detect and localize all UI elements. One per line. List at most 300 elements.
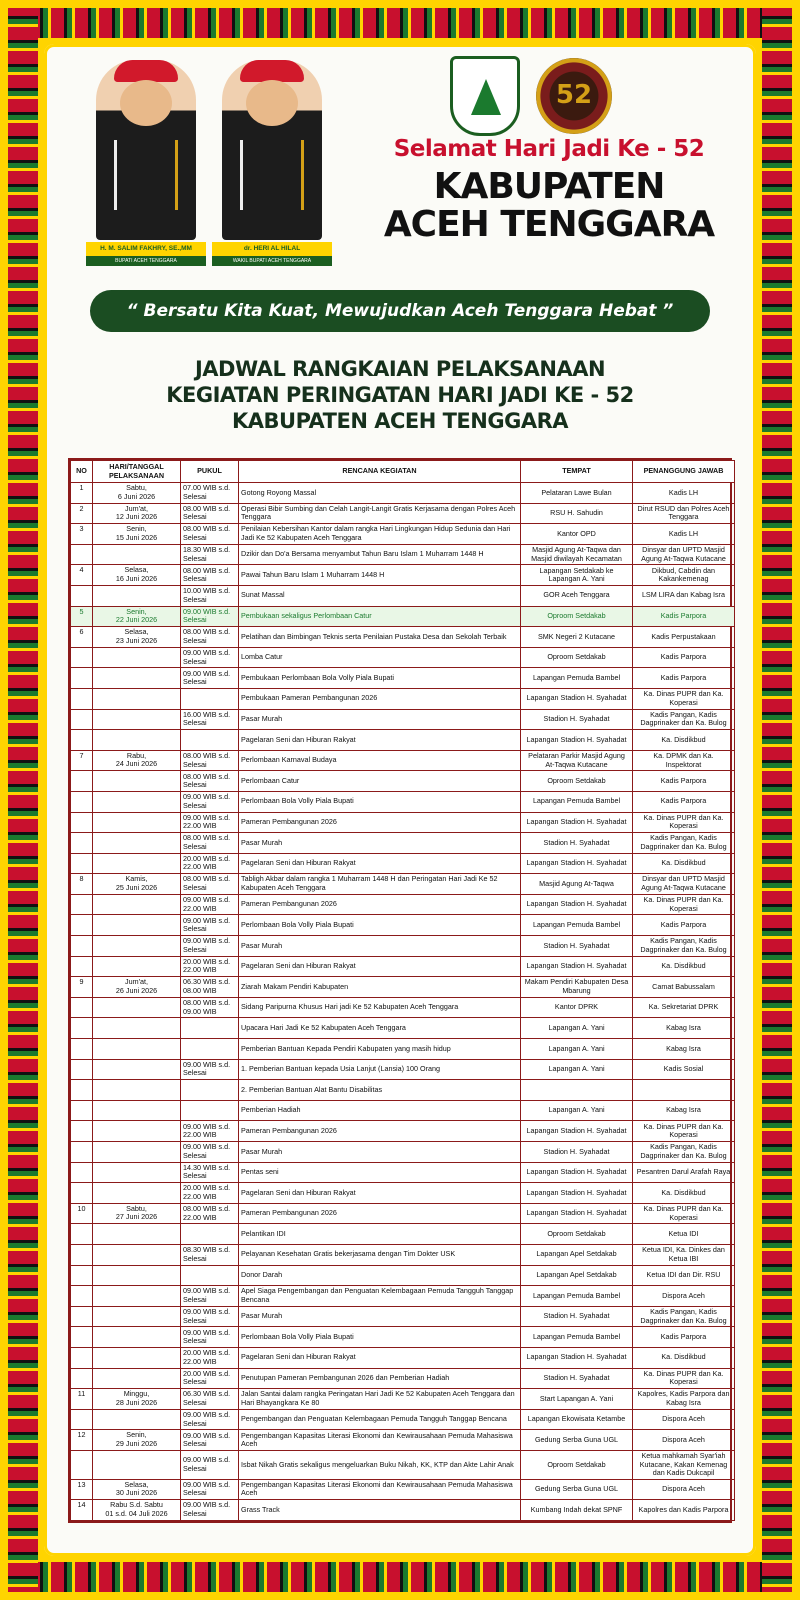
cell-day	[93, 730, 181, 751]
cell-time: 09.00 WIB s.d. Selesai	[181, 791, 239, 812]
cell-no: 4	[71, 565, 93, 586]
cell-time: 09.00 WIB s.d. Selesai	[181, 1409, 239, 1430]
cell-no	[71, 997, 93, 1018]
cell-responsible: Kabag Isra	[633, 1018, 735, 1039]
cell-day	[93, 1450, 181, 1479]
cell-place: Lapangan Stadion H. Syahadat	[521, 730, 633, 751]
table-row	[71, 1142, 735, 1163]
table-row	[71, 1368, 735, 1389]
cell-day	[93, 1039, 181, 1060]
cell-responsible: Ka. Dinas PUPR dan Ka. Koperasi	[633, 688, 735, 709]
cell-place: Stadion H. Syahadat	[521, 833, 633, 854]
cell-no	[71, 1121, 93, 1142]
cell-place: Lapangan Stadion H. Syahadat	[521, 1203, 633, 1224]
cell-place: Lapangan Stadion H. Syahadat	[521, 688, 633, 709]
cell-activity: Pameran Pembangunan 2026	[239, 1121, 521, 1142]
cell-responsible: Pesantren Darul Arafah Raya	[633, 1162, 735, 1183]
cell-time	[181, 730, 239, 751]
cell-activity: Donor Darah	[239, 1265, 521, 1286]
cell-place: Gedung Serba Guna UGL	[521, 1430, 633, 1451]
cell-responsible: Dikbud, Cabdin dan Kakankemenag	[633, 565, 735, 586]
cell-no	[71, 853, 93, 874]
cell-day	[93, 853, 181, 874]
table-body	[71, 483, 735, 1521]
schedule-table	[70, 460, 735, 1521]
table-row	[71, 585, 735, 606]
cell-time: 08.00 WIB s.d. Selesai	[181, 565, 239, 586]
table-row	[71, 1224, 735, 1245]
ornament-border-right	[762, 8, 792, 1592]
cell-time	[181, 1018, 239, 1039]
header-place: TEMPAT	[521, 461, 633, 483]
table-row	[71, 524, 735, 545]
cell-day	[93, 1142, 181, 1163]
cell-no	[71, 771, 93, 792]
table-row	[71, 956, 735, 977]
cell-no: 3	[71, 524, 93, 545]
cell-no	[71, 1327, 93, 1348]
table-row	[71, 483, 735, 504]
cell-time: 08.30 WIB s.d. Selesai	[181, 1244, 239, 1265]
cell-time	[181, 1039, 239, 1060]
leaders-photo-group	[86, 60, 336, 270]
cell-responsible: Ka. Dinas PUPR dan Ka. Koperasi	[633, 1203, 735, 1224]
cell-activity: Lomba Catur	[239, 647, 521, 668]
cell-place: Lapangan Setdakab ke Lapangan A. Yani	[521, 565, 633, 586]
cell-time: 09.00 WIB s.d. Selesai	[181, 1430, 239, 1451]
cell-no: 5	[71, 606, 93, 627]
cell-time: 09.00 WIB s.d. Selesai	[181, 647, 239, 668]
cell-responsible: Ketua mahkamah Syar'iah Kutacane, Kakan Kemenag dan Kadis Dukcapil	[633, 1450, 735, 1479]
slogan-banner: “ Bersatu Kita Kuat, Mewujudkan Aceh Tenggara Hebat ”	[90, 290, 710, 332]
table-row	[71, 1347, 735, 1368]
cell-no	[71, 1450, 93, 1479]
cell-responsible: Ka. Dinas PUPR dan Ka. Koperasi	[633, 1121, 735, 1142]
cell-time: 09.00 WIB s.d. 22.00 WIB	[181, 812, 239, 833]
cell-time: 09.00 WIB s.d. Selesai	[181, 606, 239, 627]
cell-activity: Pameran Pembangunan 2026	[239, 812, 521, 833]
header-activity: RENCANA KEGIATAN	[239, 461, 521, 483]
cell-time: 06.30 WIB s.d. Selesai	[181, 1389, 239, 1410]
cell-responsible: Kadis LH	[633, 524, 735, 545]
cell-activity: Jalan Santai dalam rangka Peringatan Hari Jadi Ke 52 Kabupaten Aceh Tenggara dan Hari Bhayangkara Ke 80	[239, 1389, 521, 1410]
cell-no	[71, 688, 93, 709]
cell-time: 09.00 WIB s.d. Selesai	[181, 1500, 239, 1521]
cell-no: 11	[71, 1389, 93, 1410]
table-row	[71, 503, 735, 524]
cell-time	[181, 688, 239, 709]
cell-activity: Pemberian Bantuan Kepada Pendiri Kabupaten yang masih hidup	[239, 1039, 521, 1060]
cell-responsible: Ka. Disdikbud	[633, 730, 735, 751]
cell-place	[521, 1080, 633, 1101]
cell-place: Lapangan Stadion H. Syahadat	[521, 894, 633, 915]
cell-place: Lapangan A. Yani	[521, 1039, 633, 1060]
cell-time: 20.00 WIB s.d. 22.00 WIB	[181, 1347, 239, 1368]
cell-day	[93, 1327, 181, 1348]
table-row	[71, 565, 735, 586]
anniversary-logo	[536, 58, 612, 134]
cell-day: Jum'at, 26 Juni 2026	[93, 977, 181, 998]
cell-no	[71, 1183, 93, 1204]
cell-time: 08.00 WIB s.d. Selesai	[181, 874, 239, 895]
cell-day	[93, 1080, 181, 1101]
cell-activity: Pasar Murah	[239, 709, 521, 730]
cell-no: 12	[71, 1430, 93, 1451]
cell-responsible: Kadis Parpora	[633, 647, 735, 668]
cell-place: Lapangan A. Yani	[521, 1100, 633, 1121]
cell-responsible: LSM LIRA dan Kabag Isra	[633, 585, 735, 606]
cell-time: 08.00 WIB s.d. Selesai	[181, 833, 239, 854]
leader-vice-regent	[212, 60, 332, 270]
table-row	[71, 1306, 735, 1327]
cell-responsible: Kadis Parpora	[633, 668, 735, 689]
cell-responsible: Kadis Pangan, Kadis Dagprinaker dan Ka. Bulog	[633, 833, 735, 854]
cell-responsible: Kabag Isra	[633, 1039, 735, 1060]
cell-responsible: Camat Babussalam	[633, 977, 735, 998]
cell-day	[93, 936, 181, 957]
cell-day	[93, 1244, 181, 1265]
regency-emblem-icon	[450, 56, 520, 136]
cell-activity: Pasar Murah	[239, 1142, 521, 1163]
cell-time: 09.00 WIB s.d. 22.00 WIB	[181, 1121, 239, 1142]
regent-role: BUPATI ACEH TENGGARA	[86, 256, 206, 266]
header-day: HARI/TANGGAL PELAKSANAAN	[93, 461, 181, 483]
region-title	[354, 168, 744, 244]
cell-activity: Penilaian Kebersihan Kantor dalam rangka Hari Lingkungan Hidup Sedunia dan Hari Jadi Ke 52 Kabupaten Aceh Tenggara	[239, 524, 521, 545]
cell-responsible: Ka. DPMK dan Ka. Inspektorat	[633, 750, 735, 771]
table-row	[71, 915, 735, 936]
cell-responsible: Ka. Dinas PUPR dan Ka. Koperasi	[633, 1368, 735, 1389]
cell-place: Pelataran Parkir Masjid Agung At-Taqwa Kutacane	[521, 750, 633, 771]
cell-time: 09.00 WIB s.d. Selesai	[181, 1306, 239, 1327]
cell-place: Start Lapangan A. Yani	[521, 1389, 633, 1410]
cell-activity: Dzikir dan Do'a Bersama menyambut Tahun Baru Islam 1 Muharram 1448 H	[239, 544, 521, 565]
cell-activity: Pagelaran Seni dan Hiburan Rakyat	[239, 1347, 521, 1368]
ornament-border-top	[8, 8, 792, 38]
cell-no	[71, 1059, 93, 1080]
cell-time: 09.00 WIB s.d. Selesai	[181, 1059, 239, 1080]
cell-place: Stadion H. Syahadat	[521, 1368, 633, 1389]
cell-place: Lapangan Pemuda Bambel	[521, 791, 633, 812]
cell-no: 10	[71, 1203, 93, 1224]
cell-responsible: Ka. Disdikbud	[633, 1183, 735, 1204]
table-row	[71, 1080, 735, 1101]
cell-time: 20.00 WIB s.d. Selesai	[181, 1368, 239, 1389]
cell-time: 08.00 WIB s.d. Selesai	[181, 503, 239, 524]
cell-time: 09.00 WIB s.d. 22.00 WIB	[181, 894, 239, 915]
table-row	[71, 647, 735, 668]
cell-no: 6	[71, 627, 93, 648]
cell-day: Senin, 15 Juni 2026	[93, 524, 181, 545]
traditional-hat-icon	[240, 60, 304, 82]
table-row	[71, 688, 735, 709]
cell-place: Lapangan A. Yani	[521, 1059, 633, 1080]
cell-day: Kamis, 25 Juni 2026	[93, 874, 181, 895]
table-row	[71, 1203, 735, 1224]
cell-place: Stadion H. Syahadat	[521, 709, 633, 730]
cell-activity: Pelantikan IDI	[239, 1224, 521, 1245]
cell-activity: Pagelaran Seni dan Hiburan Rakyat	[239, 1183, 521, 1204]
cell-day	[93, 771, 181, 792]
table-row	[71, 874, 735, 895]
cell-time: 08.00 WIB s.d. Selesai	[181, 627, 239, 648]
cell-day	[93, 688, 181, 709]
cell-day: Selasa, 30 Juni 2026	[93, 1479, 181, 1500]
header-no: NO	[71, 461, 93, 483]
cell-activity: Pengembangan Kapasitas Literasi Ekonomi dan Kewirausahaan Pemuda Mahasiswa Aceh	[239, 1479, 521, 1500]
cell-time: 18.30 WIB s.d. Selesai	[181, 544, 239, 565]
cell-responsible: Kadis Perpustakaan	[633, 627, 735, 648]
table-row	[71, 1121, 735, 1142]
cell-responsible: Kadis LH	[633, 483, 735, 504]
table-row	[71, 771, 735, 792]
cell-activity: Pagelaran Seni dan Hiburan Rakyat	[239, 956, 521, 977]
cell-day	[93, 1059, 181, 1080]
cell-day	[93, 647, 181, 668]
cell-responsible: Kadis Pangan, Kadis Dagprinaker dan Ka. Bulog	[633, 709, 735, 730]
cell-no: 13	[71, 1479, 93, 1500]
cell-activity: Pameran Pembangunan 2026	[239, 1203, 521, 1224]
cell-no	[71, 1286, 93, 1307]
cell-day	[93, 668, 181, 689]
table-row	[71, 750, 735, 771]
cell-activity: Pasar Murah	[239, 1306, 521, 1327]
cell-place: Kumbang Indah dekat SPNF	[521, 1500, 633, 1521]
cell-day	[93, 956, 181, 977]
cell-time: 20.00 WIB s.d. 22.00 WIB	[181, 853, 239, 874]
cell-responsible: Kapolres dan Kadis Parpora	[633, 1500, 735, 1521]
cell-time: 09.00 WIB s.d. Selesai	[181, 1327, 239, 1348]
table-row	[71, 1244, 735, 1265]
cell-responsible: Kapolres, Kadis Parpora dan Kabag Isra	[633, 1389, 735, 1410]
cell-responsible: Kadis Pangan, Kadis Dagprinaker dan Ka. Bulog	[633, 1306, 735, 1327]
cell-activity: Ziarah Makam Pendiri Kabupaten	[239, 977, 521, 998]
cell-no	[71, 1409, 93, 1430]
cell-place: Pelataran Lawe Bulan	[521, 483, 633, 504]
cell-activity: Pengembangan dan Penguatan Kelembagaan Pemuda Tangguh Tanggap Bencana	[239, 1409, 521, 1430]
cell-day: Sabtu, 6 Juni 2026	[93, 483, 181, 504]
cell-place: Lapangan Pemuda Bambel	[521, 1286, 633, 1307]
cell-no	[71, 833, 93, 854]
table-row	[71, 1100, 735, 1121]
vice-regent-role: WAKIL BUPATI ACEH TENGGARA	[212, 256, 332, 266]
table-row	[71, 1409, 735, 1430]
cell-responsible: Dinsyar dan UPTD Masjid Agung At-Taqwa Kutacane	[633, 544, 735, 565]
cell-activity: Pengembangan Kapasitas Literasi Ekonomi dan Kewirausahaan Pemuda Mahasiswa Aceh	[239, 1430, 521, 1451]
cell-no: 1	[71, 483, 93, 504]
traditional-hat-icon	[114, 60, 178, 82]
cell-time: 09.00 WIB s.d. Selesai	[181, 668, 239, 689]
table-row	[71, 627, 735, 648]
cell-place: Oproom Setdakab	[521, 771, 633, 792]
cell-time: 08.00 WIB s.d. 09.00 WIB	[181, 997, 239, 1018]
cell-place: Lapangan Stadion H. Syahadat	[521, 1121, 633, 1142]
cell-place: Masjid Agung At-Taqwa dan Masjid diwilayah Kecamatan	[521, 544, 633, 565]
cell-place: GOR Aceh Tenggara	[521, 585, 633, 606]
cell-time: 08.00 WIB s.d. Selesai	[181, 750, 239, 771]
cell-place: Lapangan Apel Setdakab	[521, 1244, 633, 1265]
cell-time	[181, 1224, 239, 1245]
cell-place: Makam Pendiri Kabupaten Desa Mbarung	[521, 977, 633, 998]
cell-activity: Pagelaran Seni dan Hiburan Rakyat	[239, 853, 521, 874]
cell-activity: Pembukaan Perlombaan Bola Volly Piala Bupati	[239, 668, 521, 689]
cell-no	[71, 1265, 93, 1286]
cell-day: Senin, 22 Juni 2026	[93, 606, 181, 627]
cell-place: Lapangan Pemuda Bambel	[521, 1327, 633, 1348]
cell-place: Oproom Setdakab	[521, 647, 633, 668]
cell-time: 14.30 WIB s.d. Selesai	[181, 1162, 239, 1183]
table-row	[71, 977, 735, 998]
table-row	[71, 1450, 735, 1479]
cell-day	[93, 833, 181, 854]
cell-place: Lapangan Pemuda Bambel	[521, 915, 633, 936]
cell-activity: Sunat Massal	[239, 585, 521, 606]
table-row	[71, 1389, 735, 1410]
table-row	[71, 1059, 735, 1080]
face-icon	[246, 80, 298, 126]
greeting-title: Selamat Hari Jadi Ke - 52	[393, 136, 705, 162]
cell-activity: Perlombaan Karnaval Budaya	[239, 750, 521, 771]
region-title-line1: KABUPATEN	[433, 166, 665, 207]
cell-no	[71, 647, 93, 668]
face-icon	[120, 80, 172, 126]
cell-activity: Sidang Paripurna Khusus Hari jadi Ke 52 Kabupaten Aceh Tenggara	[239, 997, 521, 1018]
cell-place: Oproom Setdakab	[521, 1450, 633, 1479]
cell-place: Lapangan Stadion H. Syahadat	[521, 956, 633, 977]
cell-activity: Pelatihan dan Bimbingan Teknis serta Penilaian Pustaka Desa dan Sekolah Terbaik	[239, 627, 521, 648]
cell-day	[93, 1265, 181, 1286]
cell-place: RSU H. Sahudin	[521, 503, 633, 524]
cell-day	[93, 1368, 181, 1389]
table-row	[71, 606, 735, 627]
cell-place: Lapangan Ekowisata Ketambe	[521, 1409, 633, 1430]
table-row	[71, 1327, 735, 1348]
cell-responsible: Ka. Disdikbud	[633, 1347, 735, 1368]
cell-time	[181, 1080, 239, 1101]
cell-day	[93, 1409, 181, 1430]
cell-no: 8	[71, 874, 93, 895]
cell-time: 09.00 WIB s.d. Selesai	[181, 1142, 239, 1163]
cell-time: 20.00 WIB s.d. 22.00 WIB	[181, 956, 239, 977]
cell-time: 08.00 WIB s.d. Selesai	[181, 771, 239, 792]
cell-no	[71, 956, 93, 977]
cell-time: 10.00 WIB s.d. Selesai	[181, 585, 239, 606]
cell-no	[71, 915, 93, 936]
cell-responsible: Ketua IDI dan Dir. RSU	[633, 1265, 735, 1286]
cell-responsible: Dirut RSUD dan Polres Aceh Tenggara	[633, 503, 735, 524]
cell-place: Lapangan Stadion H. Syahadat	[521, 1183, 633, 1204]
cell-responsible: Kadis Sosial	[633, 1059, 735, 1080]
cell-responsible: Ka. Sekretariat DPRK	[633, 997, 735, 1018]
cell-time: 09.00 WIB s.d. Selesai	[181, 936, 239, 957]
cell-activity: Pembukaan sekaligus Perlombaan Catur	[239, 606, 521, 627]
cell-place: Oproom Setdakab	[521, 606, 633, 627]
table-header-row	[71, 461, 735, 483]
cell-place: Lapangan Apel Setdakab	[521, 1265, 633, 1286]
cell-time: 20.00 WIB s.d. 22.00 WIB	[181, 1183, 239, 1204]
table-row	[71, 936, 735, 957]
cell-place: Kantor OPD	[521, 524, 633, 545]
table-row	[71, 894, 735, 915]
cell-activity: Pembukaan Pameran Pembangunan 2026	[239, 688, 521, 709]
table-row	[71, 668, 735, 689]
cell-no	[71, 1100, 93, 1121]
header-time: PUKUL	[181, 461, 239, 483]
cell-responsible: Ketua IDI	[633, 1224, 735, 1245]
cell-day	[93, 812, 181, 833]
table-row	[71, 1265, 735, 1286]
cell-time: 16.00 WIB s.d. Selesai	[181, 709, 239, 730]
cell-activity: Pawai Tahun Baru Islam 1 Muharram 1448 H	[239, 565, 521, 586]
cell-no	[71, 1142, 93, 1163]
cell-responsible: Kabag Isra	[633, 1100, 735, 1121]
cell-place: Gedung Serba Guna UGL	[521, 1479, 633, 1500]
cell-time: 07.00 WIB s.d. Selesai	[181, 483, 239, 504]
cell-place: Masjid Agung At-Taqwa	[521, 874, 633, 895]
cell-no: 2	[71, 503, 93, 524]
cell-activity: Perlombaan Bola Volly Piala Bupati	[239, 1327, 521, 1348]
cell-day	[93, 1286, 181, 1307]
cell-place: Stadion H. Syahadat	[521, 1306, 633, 1327]
table-row	[71, 1500, 735, 1521]
cell-responsible: Kadis Pangan, Kadis Dagprinaker dan Ka. Bulog	[633, 936, 735, 957]
cell-no	[71, 1306, 93, 1327]
table-row	[71, 1479, 735, 1500]
cell-no: 9	[71, 977, 93, 998]
cell-responsible	[633, 1080, 735, 1101]
cell-activity: Apel Siaga Pengembangan dan Penguatan Kelembagaan Pemuda Tangguh Tanggap Bencana	[239, 1286, 521, 1307]
cell-no	[71, 544, 93, 565]
cell-time	[181, 1265, 239, 1286]
cell-responsible: Ka. Dinas PUPR dan Ka. Koperasi	[633, 894, 735, 915]
table-row	[71, 1183, 735, 1204]
cell-day	[93, 1224, 181, 1245]
cell-responsible: Ka. Disdikbud	[633, 956, 735, 977]
cell-no	[71, 730, 93, 751]
cell-responsible: Kadis Parpora	[633, 771, 735, 792]
cell-time: 08.00 WIB s.d. 22.00 WIB	[181, 1203, 239, 1224]
cell-day	[93, 544, 181, 565]
cell-responsible: Dispora Aceh	[633, 1286, 735, 1307]
cell-place: SMK Negeri 2 Kutacane	[521, 627, 633, 648]
cell-time: 09.00 WIB s.d. Selesai	[181, 1286, 239, 1307]
cell-no	[71, 1039, 93, 1060]
cell-day: Jum'at, 12 Juni 2026	[93, 503, 181, 524]
cell-time: 08.00 WIB s.d. Selesai	[181, 524, 239, 545]
cell-no	[71, 1162, 93, 1183]
cell-no	[71, 668, 93, 689]
schedule-title-line1: JADWAL RANGKAIAN PELAKSANAAN	[194, 357, 606, 381]
cell-place: Lapangan Stadion H. Syahadat	[521, 1347, 633, 1368]
cell-responsible: Kadis Parpora	[633, 1327, 735, 1348]
cell-responsible: Kadis Parpora	[633, 915, 735, 936]
cell-time: 06.30 WIB s.d. 08.00 WIB	[181, 977, 239, 998]
cell-activity: Upacara Hari Jadi Ke 52 Kabupaten Aceh Tenggara	[239, 1018, 521, 1039]
cell-no	[71, 709, 93, 730]
cell-responsible: Ka. Dinas PUPR dan Ka. Koperasi	[633, 812, 735, 833]
table-row	[71, 730, 735, 751]
cell-responsible: Ketua IDI, Ka. Dinkes dan Ketua IBI	[633, 1244, 735, 1265]
cell-no	[71, 1080, 93, 1101]
cell-place: Kantor DPRK	[521, 997, 633, 1018]
cell-place: Stadion H. Syahadat	[521, 1142, 633, 1163]
cell-day	[93, 1306, 181, 1327]
cell-activity: Operasi Bibir Sumbing dan Celah Langit-Langit Gratis Kerjasama dengan Polres Aceh Tenggara	[239, 503, 521, 524]
cell-no	[71, 894, 93, 915]
cell-no	[71, 936, 93, 957]
leader-regent	[86, 60, 206, 270]
cell-day	[93, 1018, 181, 1039]
